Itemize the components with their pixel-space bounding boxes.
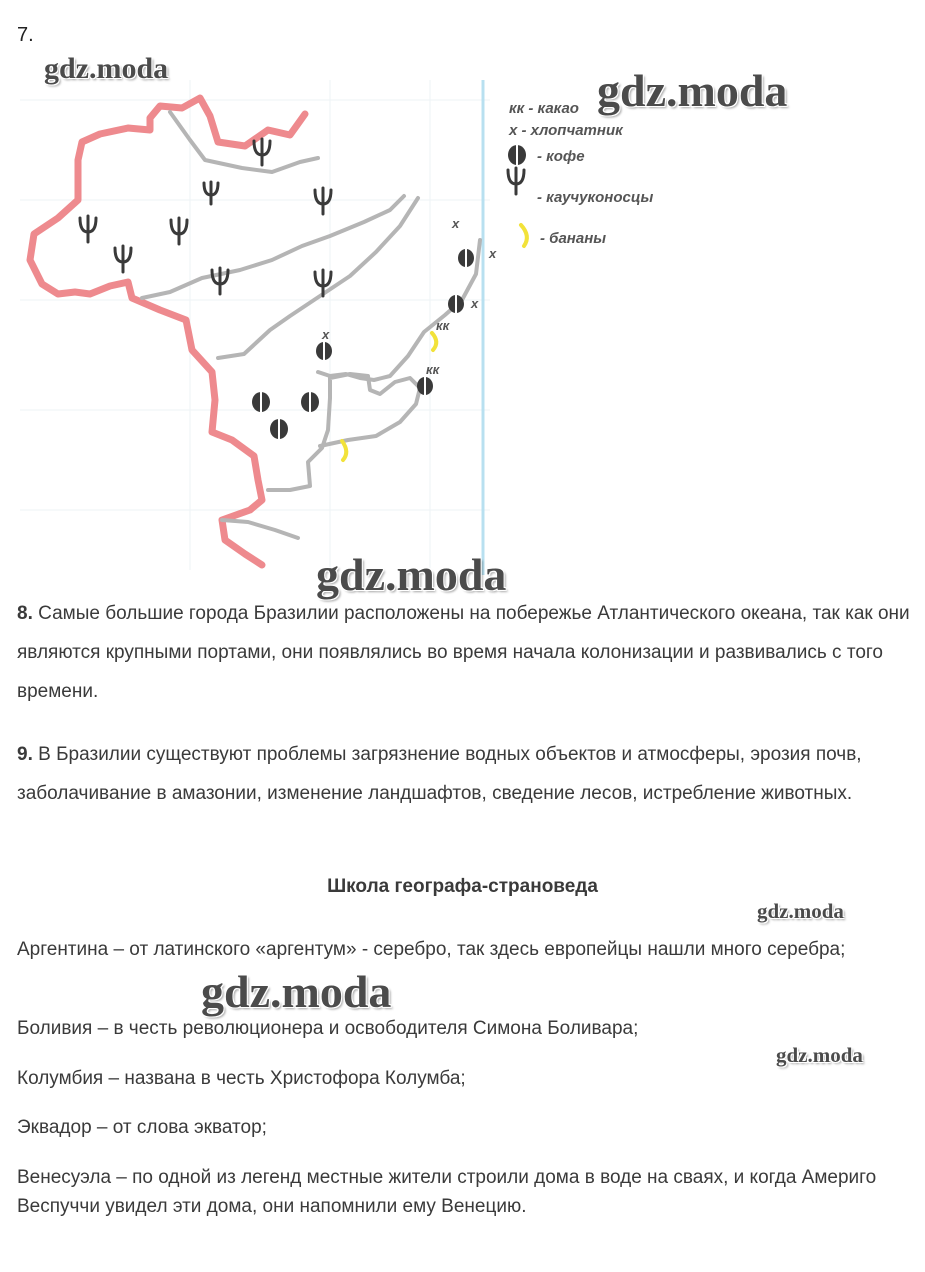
coffee-icon xyxy=(301,392,319,412)
list-item: Венесуэла – по одной из легенд местные жители строили дома в воде на сваях, и когда Америго Веспуччи увидел эти дома, они напомнили ему Венецию. xyxy=(17,1167,877,1217)
coffee-icon xyxy=(252,392,270,412)
task-8-number: 8. xyxy=(17,603,33,624)
banana-icon xyxy=(342,441,346,460)
banana-icon xyxy=(521,225,527,246)
coffee-icon xyxy=(417,377,433,395)
rubber-icon xyxy=(80,216,96,242)
cocoa-label: кк xyxy=(436,318,450,333)
watermark: gdz.moda xyxy=(597,65,788,116)
watermark: gdz.moda xyxy=(776,1043,863,1067)
coffee-icon xyxy=(458,249,474,267)
task-9-paragraph xyxy=(17,735,912,813)
watermark: gdz.moda xyxy=(757,899,844,923)
cotton-label: х xyxy=(322,327,330,342)
task-7-number: 7. xyxy=(17,24,34,46)
coffee-icons xyxy=(252,145,526,439)
list-item: Боливия – в честь революционера и освободителя Симона Боливара; xyxy=(17,1018,639,1039)
country-border xyxy=(30,98,305,565)
task-8-text: Самые большие города Бразилии расположены на побережье Атлантического океана, так как они являются крупными портами, они появлялись во время начала колонизации и развивались с того времени. xyxy=(17,603,910,702)
legend-rubber: - каучуконосцы xyxy=(537,189,654,206)
list-item: Эквадор – от слова экватор; xyxy=(17,1117,267,1138)
rubber-icon xyxy=(315,188,331,214)
cotton-label: х xyxy=(452,216,460,231)
rubber-icon xyxy=(508,168,524,194)
cotton-label: х xyxy=(471,296,479,311)
rubber-icon xyxy=(254,139,270,165)
coffee-icon xyxy=(508,145,526,165)
cotton-label: х xyxy=(489,246,497,261)
coffee-icon xyxy=(270,419,288,439)
brazil-map xyxy=(0,60,925,580)
legend-cocoa: кк - какао xyxy=(509,100,579,117)
rubber-icon xyxy=(115,246,131,272)
watermark: gdz.moda xyxy=(44,52,169,85)
cocoa-label: кк xyxy=(426,362,440,377)
map-grid xyxy=(20,80,490,570)
legend-bananas: - бананы xyxy=(540,230,607,247)
task-8-paragraph xyxy=(17,594,912,711)
coffee-icon xyxy=(448,295,464,313)
rubber-icon xyxy=(171,218,187,244)
rubber-icon xyxy=(204,182,218,204)
section-heading: Школа географа-страноведа xyxy=(327,876,598,897)
rivers xyxy=(142,112,480,538)
list-item: Колумбия – названа в честь Христофора Колумба; xyxy=(17,1068,466,1089)
coffee-icon xyxy=(316,342,332,360)
watermark: gdz.moda xyxy=(316,549,507,600)
legend-coffee: - кофе xyxy=(537,148,585,165)
map-legend xyxy=(508,100,654,247)
legend-cotton: х - хлопчатник xyxy=(509,122,623,139)
task-9-text: В Бразилии существуют проблемы загрязнение водных объектов и атмосферы, эрозия почв, заболачивание в амазонии, изменение ландшафтов, сведение лесов, истребление животных. xyxy=(17,744,862,804)
watermark: gdz.moda xyxy=(201,966,392,1017)
task-9-number: 9. xyxy=(17,744,33,765)
banana-icon xyxy=(432,333,436,350)
list-item: Аргентина – от латинского «аргентум» - серебро, так здесь европейцы нашли много серебра; xyxy=(17,939,846,960)
